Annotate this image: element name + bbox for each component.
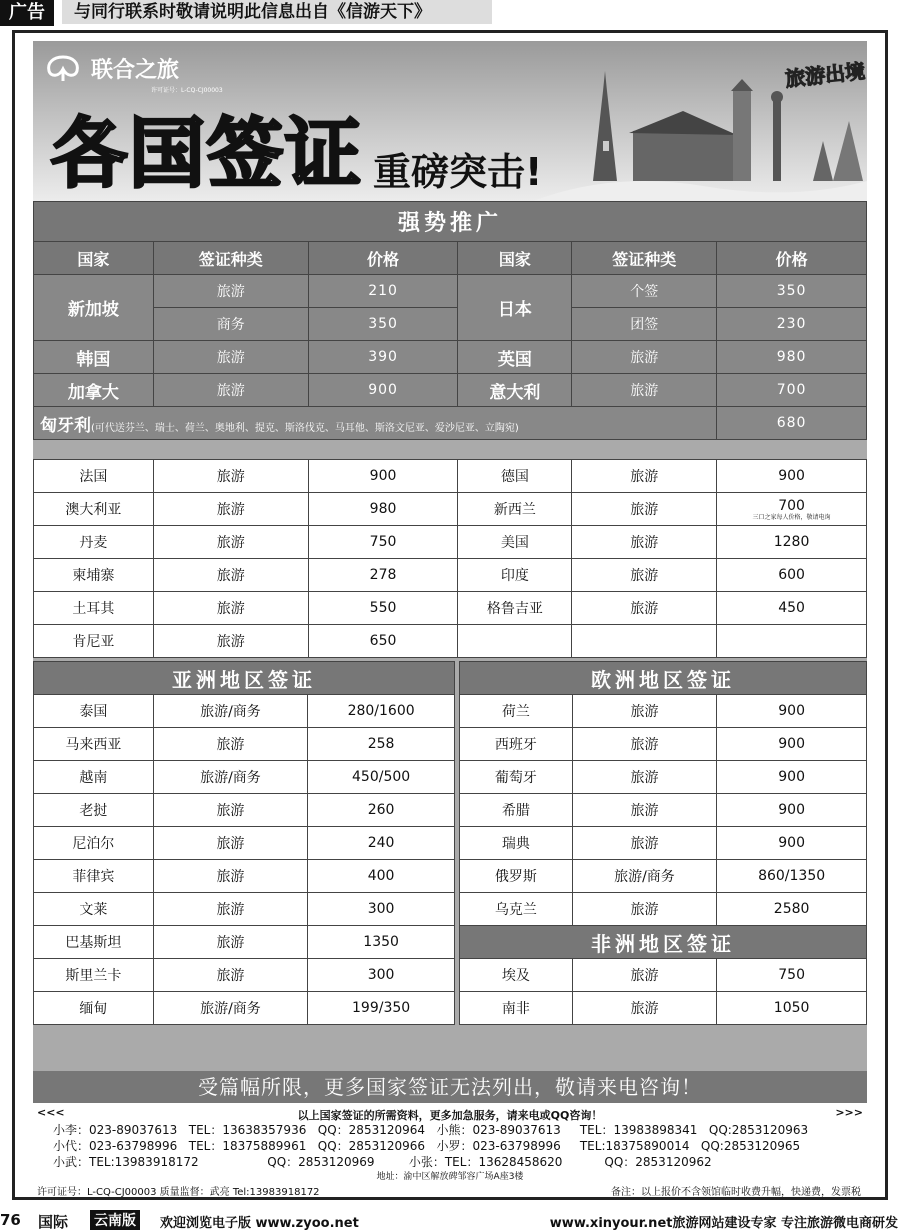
asia-section-title: 亚洲地区签证 — [34, 662, 455, 695]
country-name: 匈牙利 — [40, 415, 91, 436]
table-row — [34, 559, 867, 592]
visa-type: 旅游 — [153, 493, 308, 526]
table-row — [34, 493, 867, 526]
more-countries-banner: 受篇幅所限，更多国家签证无法列出，敬请来电咨询！ — [33, 1071, 867, 1103]
country-name: 老挝 — [34, 794, 154, 827]
price: 199/350 — [308, 992, 455, 1025]
visa-type: 旅游/商务 — [153, 992, 308, 1025]
country-name: 西班牙 — [460, 728, 573, 761]
price: 900 — [308, 374, 458, 407]
country-name: 韩国 — [34, 341, 154, 374]
price: 900 — [717, 761, 867, 794]
header-cell: 国家 — [458, 242, 572, 275]
table-row — [34, 860, 455, 893]
table-row — [460, 959, 867, 992]
contact-line: 小武：TEL:13983918172 QQ：2853120969 小张：TEL：13628458620 QQ：2853120962 — [53, 1155, 712, 1169]
africa-section-title: 非洲地区签证 — [460, 926, 867, 959]
table-row — [34, 761, 455, 794]
price: 278 — [308, 559, 458, 592]
promo-header-row — [34, 242, 867, 275]
country-name: 南非 — [460, 992, 573, 1025]
country-name: 澳大利亚 — [34, 493, 154, 526]
price: 300 — [308, 959, 455, 992]
price: 980 — [717, 341, 867, 374]
table-row — [460, 794, 867, 827]
ad-inner — [33, 41, 867, 1198]
europe-visa-table — [459, 661, 867, 1025]
table-row — [460, 761, 867, 794]
price: 550 — [308, 592, 458, 625]
price: 400 — [308, 860, 455, 893]
country-name: 越南 — [34, 761, 154, 794]
ad-tag: 广告 — [0, 0, 54, 26]
visa-type: 旅游/商务 — [153, 695, 308, 728]
country-name: 乌克兰 — [460, 893, 573, 926]
country-name: 土耳其 — [34, 592, 154, 625]
asia-visa-table — [33, 661, 455, 1025]
header-cell: 国家 — [34, 242, 154, 275]
country-name: 菲律宾 — [34, 860, 154, 893]
table-row — [460, 695, 867, 728]
visa-type: 旅游 — [153, 794, 308, 827]
promo-table — [33, 201, 867, 440]
visa-type: 旅游 — [153, 374, 308, 407]
country-name: 肯尼亚 — [34, 625, 154, 658]
page-number: 76 — [0, 1211, 21, 1229]
country-name: 丹麦 — [34, 526, 154, 559]
license-info: 许可证号：L-CQ-CJ00003 质量监督：武亮 Tel:13983918172 — [37, 1187, 320, 1198]
contact-title: 以上国家签证的所需资料，更多加急服务，请来电或QQ咨询！ — [297, 1109, 603, 1122]
country-name: 文莱 — [34, 893, 154, 926]
arrow-left-icon: <<< — [37, 1106, 65, 1119]
price: 700 — [778, 497, 805, 514]
visa-type: 旅游 — [572, 959, 717, 992]
remark: 备注：以上报价不含领馆临时收费升幅，快递费，发票税 — [611, 1187, 861, 1198]
table-row — [460, 860, 867, 893]
visa-type: 旅游 — [153, 728, 308, 761]
price: 450/500 — [308, 761, 455, 794]
price: 390 — [308, 341, 458, 374]
table-row — [34, 695, 455, 728]
country-name: 美国 — [458, 526, 572, 559]
country-name: 尼泊尔 — [34, 827, 154, 860]
banner-license: 许可证号：L-CQ-CJ00003 — [151, 87, 223, 94]
slogan: www.xinyour.net旅游网站建设专家 专注旅游微电商研发 — [549, 1216, 898, 1231]
price: 750 — [717, 959, 867, 992]
visa-type: 旅游 — [572, 341, 717, 374]
country-name: 荷兰 — [460, 695, 573, 728]
visa-type: 旅游 — [153, 827, 308, 860]
header-cell: 价格 — [308, 242, 458, 275]
table-row — [34, 592, 867, 625]
logo-icon — [43, 53, 83, 83]
country-name: 葡萄牙 — [460, 761, 573, 794]
table-row — [34, 827, 455, 860]
banner — [33, 41, 867, 201]
top-notice: 与同行联系时敬请说明此信息出自《信游天下》 — [62, 0, 492, 24]
visa-type: 旅游 — [572, 761, 717, 794]
country-name: 俄罗斯 — [460, 860, 573, 893]
country-name: 德国 — [458, 460, 572, 493]
price: 900 — [717, 460, 867, 493]
visa-type: 旅游 — [572, 794, 717, 827]
price-cell — [717, 493, 867, 526]
price: 600 — [717, 559, 867, 592]
price: 980 — [308, 493, 458, 526]
visa-type: 旅游 — [153, 625, 308, 658]
price: 350 — [308, 308, 458, 341]
visa-type: 旅游 — [572, 827, 717, 860]
visa-type: 旅游 — [572, 992, 717, 1025]
country-name: 缅甸 — [34, 992, 154, 1025]
visa-type: 旅游 — [153, 559, 308, 592]
visa-type: 旅游/商务 — [153, 761, 308, 794]
contact-line: 小李：023-89037613 TEL：13638357936 QQ：2853120964 小熊：023-89037613 TEL：13983898341 QQ:2853120963 — [53, 1123, 809, 1137]
visa-type: 旅游 — [572, 728, 717, 761]
corner-badge: 旅游出境 — [784, 58, 867, 92]
price: 210 — [308, 275, 458, 308]
country-name: 法国 — [34, 460, 154, 493]
visa-type: 旅游 — [572, 374, 717, 407]
table-row — [460, 728, 867, 761]
price-note: 三口之家每人价格，敬请电询 — [752, 513, 831, 521]
visa-type: 旅游/商务 — [572, 860, 717, 893]
price: 900 — [717, 728, 867, 761]
contact-box — [33, 1103, 867, 1198]
price: 900 — [717, 794, 867, 827]
table-row — [34, 460, 867, 493]
visa-type: 旅游 — [153, 460, 308, 493]
edition-badge: 云南版 — [90, 1210, 140, 1230]
visa-type: 旅游 — [153, 860, 308, 893]
visa-type: 旅游 — [153, 959, 308, 992]
price: 260 — [308, 794, 455, 827]
price: 750 — [308, 526, 458, 559]
price: 1280 — [717, 526, 867, 559]
price: 900 — [717, 827, 867, 860]
table-row — [34, 959, 455, 992]
table-row — [34, 926, 455, 959]
table-row — [34, 625, 867, 658]
table-row — [460, 827, 867, 860]
price: 300 — [308, 893, 455, 926]
country-name: 日本 — [458, 275, 572, 341]
price: 1350 — [308, 926, 455, 959]
header-cell: 签证种类 — [153, 242, 308, 275]
visa-type: 旅游 — [153, 926, 308, 959]
table-row — [34, 275, 867, 308]
country-name: 柬埔寨 — [34, 559, 154, 592]
country-name: 斯里兰卡 — [34, 959, 154, 992]
visa-type: 旅游 — [572, 526, 717, 559]
country-name: 新加坡 — [34, 275, 154, 341]
visa-type: 旅游 — [572, 460, 717, 493]
price: 1050 — [717, 992, 867, 1025]
table-row — [34, 407, 867, 440]
hungary-cell — [34, 407, 717, 440]
hungary-note: (可代送芬兰、瑞士、荷兰、奥地利、提克、斯洛伐克、马耳他、斯洛文尼亚、爱沙尼亚、立陶宛) — [91, 422, 519, 434]
header-cell: 价格 — [717, 242, 867, 275]
top-bar — [0, 0, 900, 26]
promo-title: 强势推广 — [34, 202, 867, 242]
price: 2580 — [717, 893, 867, 926]
table-row — [34, 374, 867, 407]
table-row — [34, 794, 455, 827]
price: 450 — [717, 592, 867, 625]
visa-type: 旅游 — [572, 592, 717, 625]
page-footer — [0, 1208, 900, 1230]
visa-type: 商务 — [153, 308, 308, 341]
price: 280/1600 — [308, 695, 455, 728]
country-name: 埃及 — [460, 959, 573, 992]
visa-type: 旅游 — [572, 893, 717, 926]
price — [717, 625, 867, 658]
visa-type: 旅游 — [572, 695, 717, 728]
country-name: 英国 — [458, 341, 572, 374]
visa-type: 团签 — [572, 308, 717, 341]
general-visa-table — [33, 459, 867, 658]
country-name: 印度 — [458, 559, 572, 592]
header-cell: 签证种类 — [572, 242, 717, 275]
address: 地址：渝中区解放碑邹容广场A座3楼 — [376, 1172, 524, 1182]
arrow-right-icon: >>> — [835, 1106, 863, 1119]
table-row — [34, 728, 455, 761]
sub-title: 重磅突击! — [373, 150, 543, 194]
visa-type: 旅游 — [572, 559, 717, 592]
country-name: 马来西亚 — [34, 728, 154, 761]
ad-frame — [12, 30, 888, 1200]
table-row — [34, 893, 455, 926]
visa-type: 旅游 — [153, 893, 308, 926]
price: 230 — [717, 308, 867, 341]
table-row — [34, 308, 867, 341]
contact-line: 小代：023-63798996 TEL：18375889961 QQ：2853120966 小罗：023-63798996 TEL:18375890014 QQ:2853120965 — [53, 1139, 801, 1153]
visa-type: 个签 — [572, 275, 717, 308]
price: 900 — [717, 695, 867, 728]
country-name: 泰国 — [34, 695, 154, 728]
country-name: 格鲁吉亚 — [458, 592, 572, 625]
price: 650 — [308, 625, 458, 658]
price: 680 — [717, 407, 867, 440]
table-row — [34, 341, 867, 374]
visa-type: 旅游 — [153, 341, 308, 374]
country-name — [458, 625, 572, 658]
country-name: 巴基斯坦 — [34, 926, 154, 959]
browse-link[interactable]: 欢迎浏览电子版 www.zyoo.net — [160, 1216, 359, 1231]
brand-name: 联合之旅 — [91, 58, 180, 83]
price: 860/1350 — [717, 860, 867, 893]
price: 350 — [717, 275, 867, 308]
visa-type — [572, 625, 717, 658]
country-name: 瑞典 — [460, 827, 573, 860]
table-row — [460, 992, 867, 1025]
table-row — [34, 992, 455, 1025]
visa-type: 旅游 — [153, 275, 308, 308]
section-name: 国际 — [38, 1213, 69, 1231]
country-name: 新西兰 — [458, 493, 572, 526]
table-row — [34, 526, 867, 559]
table-row — [460, 893, 867, 926]
visa-type: 旅游 — [153, 592, 308, 625]
country-name: 希腊 — [460, 794, 573, 827]
visa-type: 旅游 — [153, 526, 308, 559]
visa-type: 旅游 — [572, 493, 717, 526]
country-name: 加拿大 — [34, 374, 154, 407]
price: 258 — [308, 728, 455, 761]
europe-section-title: 欧洲地区签证 — [460, 662, 867, 695]
price: 240 — [308, 827, 455, 860]
price: 900 — [308, 460, 458, 493]
main-title: 各国签证 — [51, 109, 363, 198]
price: 700 — [717, 374, 867, 407]
country-name: 意大利 — [458, 374, 572, 407]
